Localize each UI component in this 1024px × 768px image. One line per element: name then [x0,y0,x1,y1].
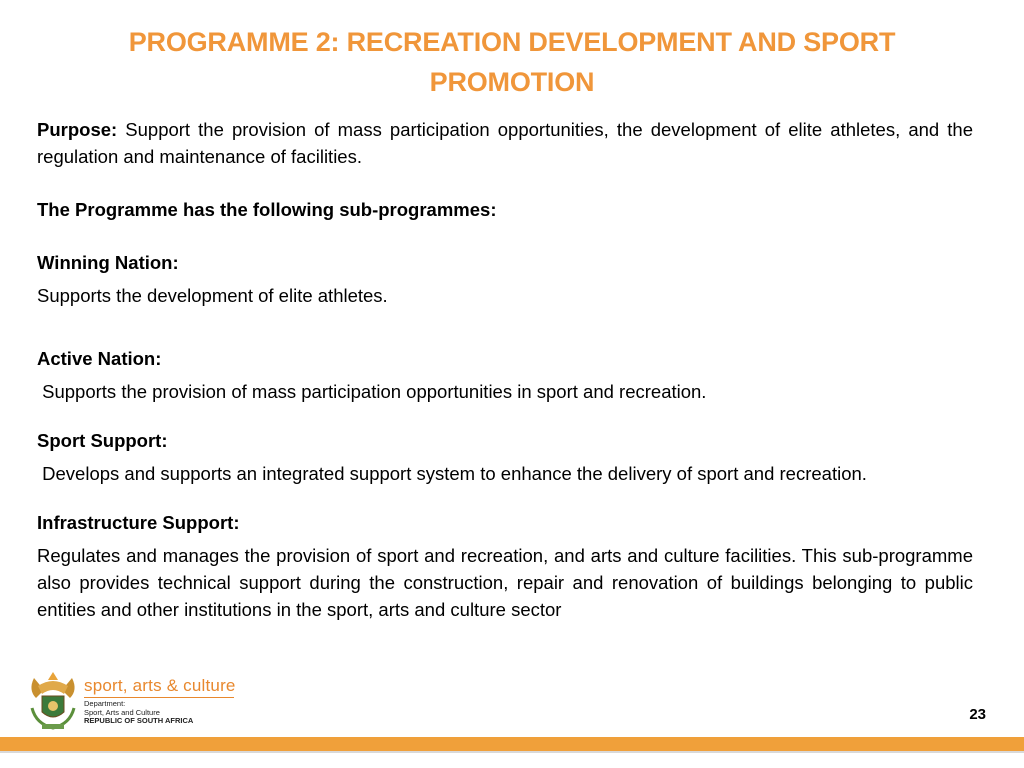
subprogramme-text-active-nation: Supports the provision of mass participation opportunities in sport and recreation. [37,381,707,402]
brand-wordmark: sport, arts & culture [84,676,236,695]
footer-accent-bar [0,737,1024,751]
subprogramme-heading-active-nation: Active Nation: [37,348,162,369]
subprogramme-text-sport-support: Develops and supports an integrated support system to enhance the delivery of sport and recreation. [37,463,867,484]
page-title: PROGRAMME 2: RECREATION DEVELOPMENT AND SPORT PROMOTION [128,27,896,97]
purpose-paragraph [37,116,973,170]
department-text [84,700,193,726]
subprogramme-heading-sport-support: Sport Support: [37,430,168,451]
country-name: REPUBLIC OF SOUTH AFRICA [84,716,194,725]
subprogramme-text-infrastructure-support: Regulates and manages the provision of sport and recreation, and arts and culture facilities. This sub-programme also provides technical support during the construction, repair and renovation of buildings belonging to public entities and other institutions in the sport, arts and culture sector [37,545,973,620]
slide-content [37,116,973,623]
subprogrammes-intro: The Programme has the following sub-programmes: [37,199,497,220]
department-label: Department: [84,699,126,708]
subprogramme-heading-infrastructure-support: Infrastructure Support: [37,512,240,533]
coat-of-arms-logo [24,668,82,732]
subprogramme-text-winning-nation: Supports the development of elite athletes. [37,285,388,306]
footer-divider [0,751,1024,753]
purpose-label: Purpose: [37,119,118,140]
brand-divider [84,697,234,698]
page-number: 23 [969,706,986,723]
subprogramme-heading-winning-nation: Winning Nation: [37,252,179,273]
purpose-text: Support the provision of mass participation opportunities, the development of elite athletes, and the regulation and maintenance of facilities. [37,119,973,167]
department-name: Sport, Arts and Culture [84,707,160,717]
